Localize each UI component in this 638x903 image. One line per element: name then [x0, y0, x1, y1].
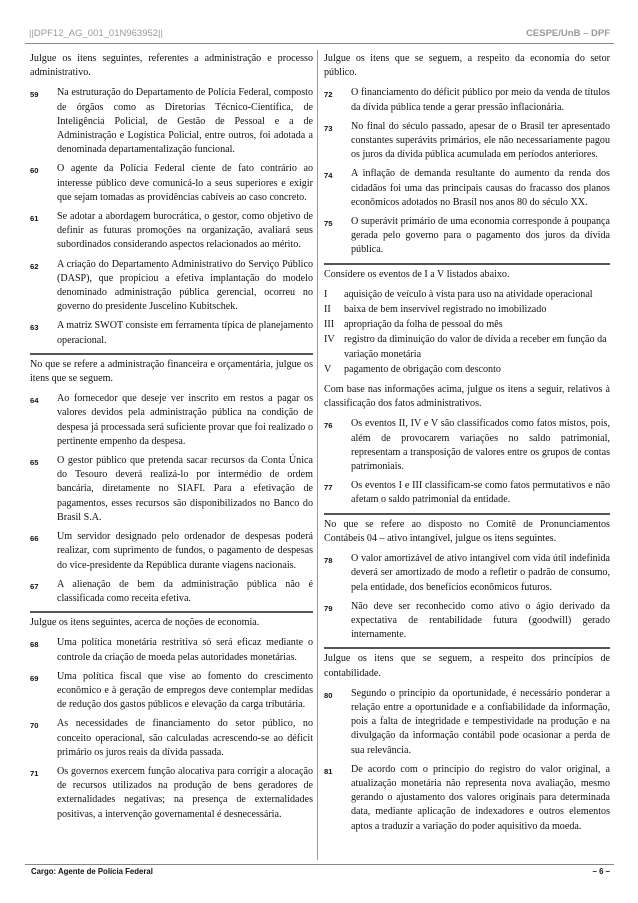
section-intro: No que se refere a administração financeira e orçamentária, julgue os itens que se seguem. — [30, 358, 313, 385]
question-item — [30, 392, 313, 449]
question-item — [30, 636, 313, 664]
page-header — [25, 25, 614, 45]
question-number: 79 — [324, 603, 333, 613]
event-roman: II — [324, 304, 331, 316]
event-text: registro da diminuição do valor de dívida a receber em função da variação monetária — [344, 334, 607, 360]
event-text: baixa de bem inservível registrado no imobilizado — [344, 304, 547, 316]
question-item — [30, 319, 313, 347]
question-text: O valor amortizável de ativo intangível com vida útil indefinida deverá ser amortizado de modo a refletir o padrão de consumo, pela entidade, dos benefícios econômicos futuros. — [351, 553, 610, 593]
events-intro: Considere os eventos de I a V listados abaixo. — [324, 268, 510, 280]
question-number: 74 — [324, 171, 333, 181]
document-code: ||DPF12_AG_001_01N963952|| — [29, 28, 163, 39]
event-item — [324, 333, 610, 361]
question-item — [30, 765, 313, 822]
question-text: Se adotar a abordagem burocrática, o gestor, como objetivo de definir as futuras promoções na organização, avaliará seus subordinados considerando aspectos relacionados ao mérito. — [57, 211, 313, 251]
question-item — [324, 417, 610, 474]
section-divider — [324, 263, 610, 265]
question-item — [30, 670, 313, 713]
event-roman: V — [324, 363, 332, 375]
question-number: 67 — [30, 581, 39, 591]
section-intro: No que se refere ao disposto no Comitê de Pronunciamentos Contábeis 04 – ativo intangível, julgue os itens seguintes. — [324, 518, 610, 544]
event-text: pagamento de obrigação com desconto — [344, 363, 501, 375]
question-item — [30, 258, 313, 315]
event-roman: I — [324, 288, 328, 300]
question-text: Os eventos II, IV e V são classificados como fatos mistos, pois, além de provocarem variações no saldo patrimonial, representam a transposição de valores entre os grupos de contas patrimoniais. — [351, 418, 610, 473]
question-item — [324, 763, 610, 834]
question-text: No final do século passado, apesar de o Brasil ter apresentado constantes superávits primários, ele não necessariamente pagou os juros da dívida pública acumulada em períodos anteriores. — [351, 120, 610, 161]
question-number: 81 — [324, 766, 333, 776]
question-number: 64 — [30, 396, 39, 406]
organization-label: CESPE/UnB – DPF — [526, 28, 610, 39]
question-text: Segundo o princípio da oportunidade, é necessário ponderar a relação entre a oportunidade e a confiabilidade da informação, pois a falta de integridade e tempestividade na produção e na divulgação da informação contábil pode ocasionar a perda de sua relevância. — [351, 687, 610, 756]
section-divider — [324, 647, 610, 649]
item-list — [324, 687, 610, 834]
event-item — [324, 318, 610, 332]
question-text: Não deve ser reconhecido como ativo o ágio derivado da expectativa de rentabilidade futura (goodwill) gerado internamente. — [351, 600, 610, 641]
column-divider — [317, 50, 318, 860]
question-item — [324, 552, 610, 595]
question-text: De acordo com o princípio do registro do valor original, a atualização monetária não representa nova avaliação, mesmo gerando o ajustamento dos valores originais para determinada data, mediante aplicação de indexadores e outros elementos aptos a traduzir a variação do poder aquisitivo da moeda. — [351, 763, 610, 832]
question-item — [30, 578, 313, 606]
question-text: Os eventos I e III classificam-se como fatos permutativos e não afetam o saldo patrimonial da entidade. — [351, 480, 610, 506]
question-text: A criação do Departamento Administrativo do Serviço Público (DASP), que propiciou a efetiva implantação do modelo denominado administração pública gerencial, ocorreu no governo do presidente Juscelino Kubitschek. — [57, 258, 313, 313]
section-intro: Julgue os itens que se seguem, a respeito dos princípios de contabilidade. — [324, 653, 610, 679]
question-number: 65 — [30, 458, 39, 468]
section-divider — [30, 611, 313, 613]
question-number: 63 — [30, 323, 39, 333]
events-list — [324, 288, 610, 377]
question-item — [324, 215, 610, 258]
question-text: O financiamento do déficit público por meio da venda de títulos da dívida pública tende a gerar pressão inflacionária. — [351, 87, 610, 113]
question-number: 77 — [324, 483, 333, 493]
question-text: Uma política monetária restritiva só será eficaz mediante o controle da criação de moeda pelas autoridades monetárias. — [57, 637, 313, 663]
question-item — [30, 210, 313, 253]
event-roman: III — [324, 319, 335, 331]
question-item — [30, 454, 313, 525]
question-text: A matriz SWOT consiste em ferramenta típica de planejamento operacional. — [57, 320, 313, 346]
header-rule — [25, 43, 614, 44]
question-number: 73 — [324, 123, 333, 133]
section-divider — [30, 353, 313, 355]
question-number: 66 — [30, 534, 39, 544]
question-text: O superávit primário de uma economia corresponde à poupança gerada pelo governo para o pagamento dos juros da dívida pública. — [351, 216, 610, 256]
page-number: – 6 – — [592, 867, 610, 876]
question-number: 59 — [30, 90, 39, 100]
page-footer — [25, 864, 614, 876]
event-item — [324, 303, 610, 317]
item-list — [324, 417, 610, 507]
footer-cargo: Cargo: Agente de Polícia Federal — [31, 867, 153, 876]
section-intro: Com base nas informações acima, julgue os itens a seguir, relativos à classificação dos fatos administrativos. — [324, 384, 610, 410]
section-intro: Julgue os itens seguintes, referentes a administração e processo administrativo. — [30, 53, 313, 79]
question-number: 60 — [30, 166, 39, 176]
section-intro: Julgue os itens que se seguem, a respeito da economia do setor público. — [324, 53, 610, 79]
question-item — [324, 600, 610, 643]
question-text: Uma política fiscal que vise ao fomento do crescimento econômico e à geração de empregos deve contemplar medidas de redução dos gastos públicos e elevação da carga tributária. — [57, 670, 313, 711]
question-item — [30, 717, 313, 760]
event-item — [324, 288, 610, 302]
event-text: aquisição de veículo à vista para uso na atividade operacional — [344, 288, 593, 300]
question-item — [324, 167, 610, 210]
question-item — [324, 86, 610, 114]
item-list — [324, 86, 610, 257]
question-number: 72 — [324, 90, 333, 100]
event-text: apropriação da folha de pessoal do mês — [344, 319, 503, 331]
question-item — [324, 479, 610, 507]
question-text: As necessidades de financiamento do setor público, no conceito operacional, são calculadas acrescendo-se ao déficit primário os juros reais da dívida passada. — [57, 718, 313, 758]
question-number: 75 — [324, 219, 333, 229]
question-item — [324, 687, 610, 758]
event-roman: IV — [324, 334, 335, 346]
section-divider — [324, 513, 610, 515]
question-text: Ao fornecedor que deseje ver inscrito em restos a pagar os valores devidos pela administração pública na condição de despesa já processada será suficiente provar que foi realizado o pertinente empenho da despesa. — [57, 393, 313, 447]
question-text: O gestor público que pretenda sacar recursos da Conta Única do Tesouro deverá realizá-lo por intermédio de ordem bancária, diretamente no SIAFI. Para a efetivação de pagamentos, esses recursos são disponibilizados no Banco do Brasil S.A. — [57, 455, 313, 523]
right-column — [324, 52, 610, 839]
event-item — [324, 363, 610, 377]
question-item — [30, 162, 313, 205]
question-item — [324, 120, 610, 163]
question-text: Um servidor designado pelo ordenador de despesas poderá realizar, com suprimento de fundos, o pagamento de despesas do vice-presidente da República durante viagens nacionais. — [57, 531, 313, 571]
question-number: 68 — [30, 640, 39, 650]
question-number: 71 — [30, 768, 39, 778]
question-text: Na estruturação do Departamento de Polícia Federal, composto de órgãos como as Diretorias Técnico-Científica, de Inteligência Policial, de Gestão de Pessoal e a de Administração e Logística Policial, entre outros, foi adotada a denominada departamentalização funcional. — [57, 87, 313, 156]
question-item — [30, 530, 313, 573]
question-number: 70 — [30, 721, 39, 731]
section-intro: Julgue os itens seguintes, acerca de noções de economia. — [30, 617, 260, 629]
item-list — [30, 392, 313, 606]
question-number: 69 — [30, 673, 39, 683]
question-text: O agente da Polícia Federal ciente de fato contrário ao interesse público deve comunicá-lo a seus superiores e exigir que sejam tomadas as providências cabíveis ao caso concreto. — [57, 163, 313, 203]
item-list — [324, 552, 610, 642]
question-number: 80 — [324, 690, 333, 700]
item-list — [30, 86, 313, 347]
question-number: 78 — [324, 556, 333, 566]
question-number: 76 — [324, 421, 333, 431]
question-text: A alienação de bem da administração pública não é classificada como receita efetiva. — [57, 578, 313, 604]
question-text: A inflação de demanda resultante do aumento da renda dos cidadãos foi uma das principais causas do fracasso dos planos econômicos adotados no Brasil nos anos 80 do século XX. — [351, 168, 610, 208]
question-item — [30, 86, 313, 157]
question-text: Os governos exercem função alocativa para corrigir a alocação de recursos utilizados na produção de bens geradores de externalidades negativas; na presença de externalidades positivas, a intervenção governamental é desnecessária. — [57, 765, 313, 820]
item-list — [30, 636, 313, 821]
question-number: 62 — [30, 261, 39, 271]
left-column — [30, 52, 313, 827]
question-number: 61 — [30, 214, 39, 224]
